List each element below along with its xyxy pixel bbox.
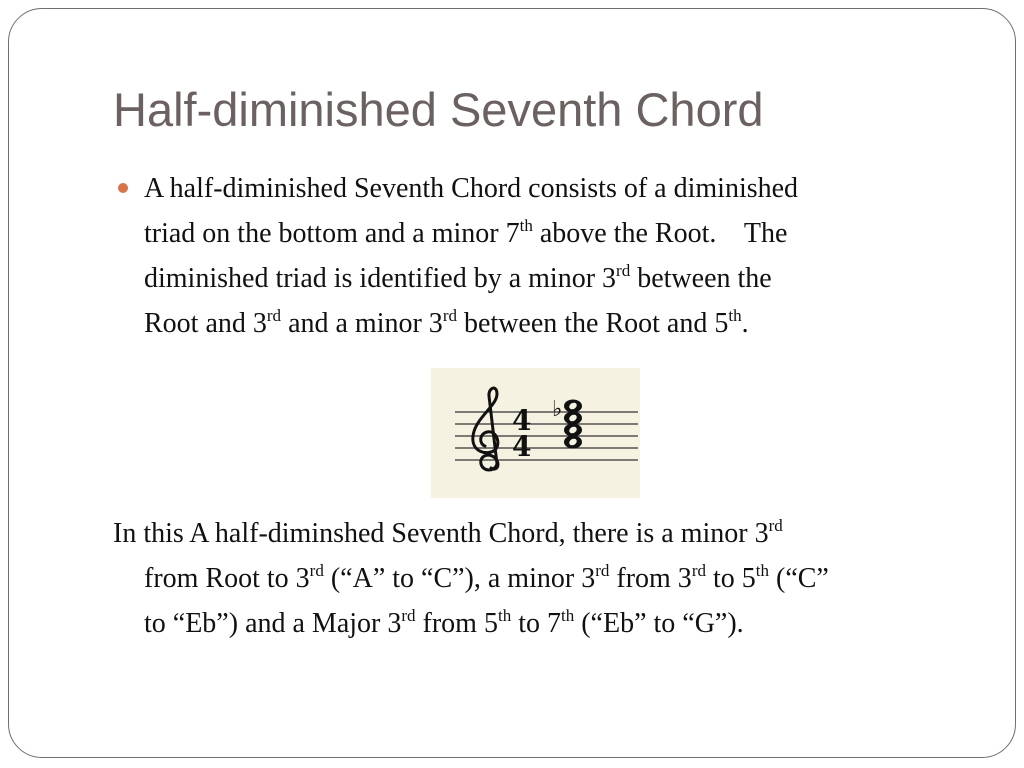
bullet-line-2: triad on the bottom and a minor 7th above the Root. The	[144, 215, 788, 249]
paragraph-line-3: to “Eb”) and a Major 3rd from 5th to 7th (“Eb” to “G”).	[144, 605, 744, 639]
bullet-dot	[118, 183, 128, 193]
bullet-line-1: A half-diminished Seventh Chord consists of a diminished	[144, 173, 799, 204]
time-signature-top: 4	[512, 404, 532, 437]
explanation-paragraph	[113, 511, 973, 646]
paragraph-line-2: from Root to 3rd (“A” to “C”), a minor 3rd from 3rd to 5th (“C”	[144, 560, 829, 594]
bullet-text	[144, 166, 934, 346]
paragraph-line-1: In this A half-diminshed Seventh Chord, there is a minor 3rd	[113, 515, 783, 549]
slide-title: Half-diminished Seventh Chord	[113, 83, 764, 136]
flat-sign: ♭	[552, 397, 563, 422]
bullet-line-4: Root and 3rd and a minor 3rd between the Root and 5th.	[144, 305, 749, 339]
music-notation-image	[431, 368, 640, 498]
staff-svg	[431, 368, 640, 498]
bullet-line-3: diminished triad is identified by a minor 3rd between the	[144, 260, 772, 294]
time-signature-bottom: 4	[512, 430, 532, 463]
treble-clef-icon	[473, 388, 498, 470]
